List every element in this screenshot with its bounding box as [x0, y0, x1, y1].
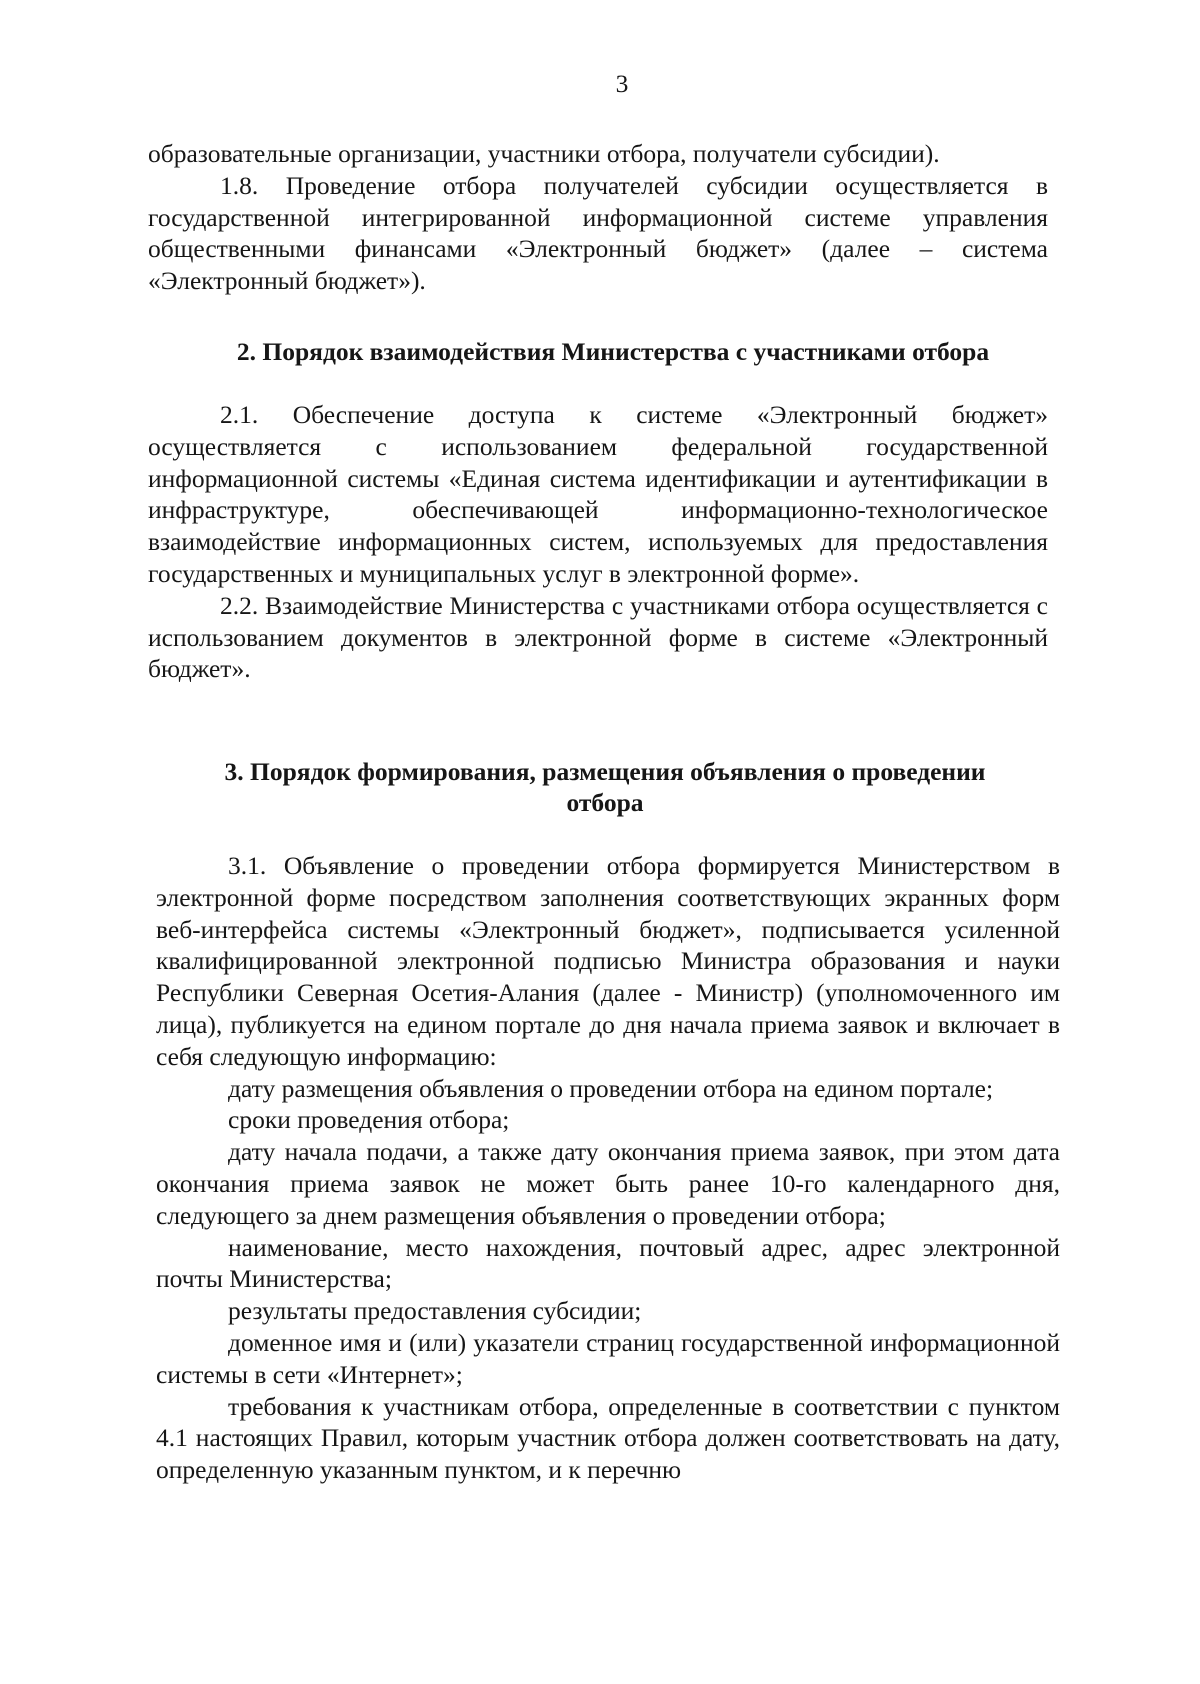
- list-item-results: результаты предоставления субсидии;: [228, 1296, 642, 1326]
- list-item-date-posting: дату размещения объявления о проведении отбора на едином портале;: [228, 1073, 994, 1103]
- intro-block: [148, 138, 1048, 297]
- paragraph-1-8: 1.8. Проведение отбора получателей субсидии осуществляется в государственной интегрированной информационной системе управления общественными финансами «Электронный бюджет» (далее – система «Электронный бюджет»).: [148, 170, 1048, 296]
- section-3-title-line-2: отбора: [566, 788, 644, 817]
- paragraph-2-2: 2.2. Взаимодействие Министерства с участниками отбора осуществляется с использованием документов в электронной форме в системе «Электронный бюджет».: [148, 590, 1048, 684]
- paragraph-3-1: 3.1. Объявление о проведении отбора формируется Министерством в электронной форме посредством заполнения соответствующих экранных форм веб-интерфейса системы «Электронный бюджет», подписывается усиленной квалифицированной электронной подписью Министра образования и науки Республики Северная Осетия-Алания (далее - Министр) (уполномоченного им лица), публикуется на едином портале до дня начала приема заявок и включает в себя следующую информацию:: [156, 851, 1060, 1071]
- section-2-title: 2. Порядок взаимодействия Министерства с участниками отбора: [236, 337, 990, 366]
- list-item-ministry-contacts: наименование, место нахождения, почтовый адрес, адрес электронной почты Министерства;: [156, 1232, 1060, 1294]
- list-item-application-dates: дату начала подачи, а также дату окончания приема заявок, при этом дата окончания приема заявок не может быть ранее 10-го календарного дня, следующего за днем размещения объявления о проведении отбора;: [156, 1137, 1060, 1230]
- list-item-requirements: требования к участникам отбора, определенные в соответствии с пунктом 4.1 настоящих Правил, которым участник отбора должен соответствовать на дату, определенную указанным пунктом, и к перечню: [156, 1391, 1060, 1485]
- page-number: 3: [615, 69, 629, 98]
- section-3-title: [170, 756, 1040, 818]
- section-2-body: [148, 399, 1048, 685]
- paragraph-2-1: 2.1. Обеспечение доступа к системе «Электронный бюджет» осуществляется с использованием федеральной государственной информационной системы «Единая система идентификации и аутентификации в инфраструктуре, обеспечивающей информационно-технологическое взаимодействие информационных систем, используемых для предоставления государственных и муниципальных услуг в электронной форме».: [148, 400, 1048, 588]
- intro-continuation: образовательные организации, участники отбора, получатели субсидии).: [148, 139, 940, 168]
- section-3-title-line-1: 3. Порядок формирования, размещения объявления о проведении: [224, 757, 986, 786]
- section-3-body: [156, 850, 1060, 1486]
- list-item-domain-name: доменное имя и (или) указатели страниц государственной информационной системы в сети «Интернет»;: [156, 1327, 1060, 1389]
- list-item-terms: сроки проведения отбора;: [228, 1105, 510, 1135]
